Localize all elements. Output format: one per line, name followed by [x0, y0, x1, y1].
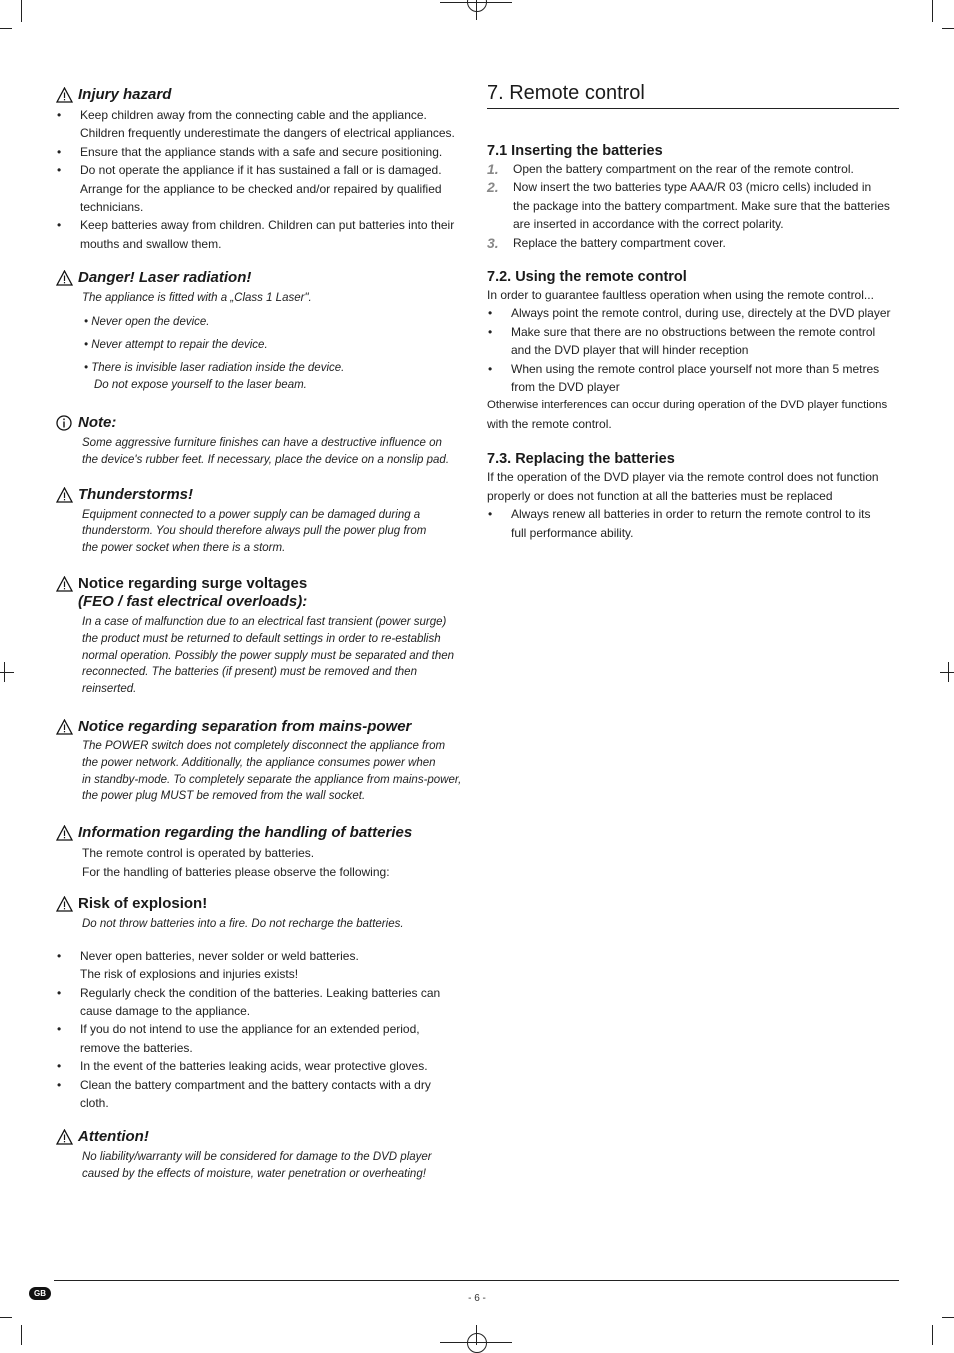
attention-heading: [56, 1128, 468, 1146]
surge-heading: [56, 575, 468, 611]
warning-triangle-icon: [56, 270, 73, 286]
attention-line: caused by the effects of moisture, water penetration or overheating!: [82, 1168, 426, 1181]
batteries-section: [56, 824, 468, 881]
list-item: [56, 1057, 468, 1075]
section-line: If the operation of the DVD player via the remote control does not function: [487, 470, 879, 485]
section-outro: Otherwise interferences can occur during operation of the DVD player functions: [487, 399, 888, 412]
list-item: [56, 106, 468, 143]
step-number: 2.: [487, 179, 499, 196]
step-number: 3.: [487, 234, 499, 251]
list-line: cloth.: [80, 1096, 109, 1111]
section-title: 7.3. Replacing the batteries: [487, 451, 675, 468]
explosion-list: [56, 947, 468, 1113]
list-line: • Keep children away from the connecting cable and the appliance.: [80, 108, 427, 122]
mains-title: Notice regarding separation from mains-power: [78, 718, 412, 736]
list-line: • Never open batteries, never solder or weld batteries.: [80, 948, 359, 963]
batteries-line: The remote control is operated by batteries.: [82, 846, 315, 861]
crop-mark: [21, 0, 22, 22]
step-item: [487, 160, 899, 178]
surge-line: reconnected. The batteries (if present) must be removed and then reinserted.: [82, 666, 417, 696]
list-line: • When using the remote control place yourself not more than 5 metres: [511, 361, 880, 376]
mains-line: The POWER switch does not completely disconnect the appliance from: [82, 740, 446, 753]
crop-mark: [0, 672, 14, 673]
registration-mark: [467, 0, 487, 12]
warning-triangle-icon: [56, 1129, 73, 1145]
list-item: [56, 947, 468, 984]
step-item: [487, 234, 899, 252]
right-column: [487, 82, 899, 542]
warning-triangle-icon: [56, 896, 73, 912]
language-badge: GB: [29, 1287, 51, 1300]
note-line: the device's rubber feet. If necessary, place the device on a nonslip pad.: [82, 453, 450, 466]
left-column: [56, 86, 468, 1183]
list-line: from the DVD player: [511, 380, 620, 395]
list-line: • Keep batteries away from children. Children can put batteries into their: [80, 218, 455, 233]
list-item: [487, 505, 899, 542]
list-line: full performance ability.: [511, 525, 634, 540]
injury-title: Injury hazard: [78, 86, 172, 103]
list-line: remove the batteries.: [80, 1040, 193, 1055]
footer-rule: [54, 1280, 899, 1281]
list-item: [56, 143, 468, 161]
section-intro: In order to guarantee faultless operation when using the remote control...: [487, 288, 874, 303]
explosion-section: [56, 895, 468, 1112]
section-title: 7.2. Using the remote control: [487, 269, 687, 286]
list-line: and the DVD player that will hinder reception: [511, 343, 749, 358]
step-line: Replace the battery compartment cover.: [513, 235, 726, 250]
crop-mark: [21, 1325, 22, 1345]
list-item: [56, 1076, 468, 1113]
list-line: • Regularly check the condition of the batteries. Leaking batteries can: [80, 985, 441, 1000]
section-outro: with the remote control.: [487, 416, 612, 431]
injury-heading: [56, 86, 468, 104]
list-line: • Always renew all batteries in order to return the remote control to its: [511, 507, 871, 522]
warning-triangle-icon: [56, 487, 73, 503]
batteries-line: For the handling of batteries please observe the following:: [82, 864, 390, 879]
note-title: Note:: [78, 414, 117, 432]
list-line: mouths and swallow them.: [80, 236, 222, 251]
crop-mark: [4, 662, 5, 682]
replace-list: [487, 505, 899, 542]
thunder-line: Equipment connected to a power supply can be damaged during a: [82, 508, 421, 521]
crop-mark: [0, 28, 12, 29]
list-item: [487, 360, 899, 397]
crop-mark: [940, 672, 954, 673]
laser-item-text: • There is invisible laser radiation inside the device.: [84, 362, 345, 375]
crop-mark: [942, 28, 954, 29]
thunder-line: the power socket when there is a storm.: [82, 542, 286, 555]
registration-mark: [467, 1333, 487, 1353]
list-line: • Ensure that the appliance stands with a safe and secure positioning.: [80, 144, 443, 159]
section-title: 7.1 Inserting the batteries: [487, 143, 663, 159]
step-line: Now insert the two batteries type AAA/R 03 (micro cells) included in: [513, 180, 872, 195]
laser-item: • Never open the device.: [84, 316, 210, 329]
note-heading: [56, 414, 468, 432]
mains-section: [56, 718, 468, 805]
page-number: - 6 -: [468, 1293, 486, 1304]
thunder-section: [56, 486, 468, 557]
crop-mark: [932, 1325, 933, 1345]
thunder-line: thunderstorm. You should therefore always pull the power plug from: [82, 525, 427, 538]
warning-triangle-icon: [56, 719, 73, 735]
surge-line: In a case of malfunction due to an electrical fast transient (power surge): [82, 616, 447, 629]
crop-mark: [948, 662, 949, 682]
batteries-title: Information regarding the handling of batteries: [78, 824, 413, 842]
section-7-1: [487, 142, 899, 252]
step-line: are inserted in accordance with the correct polarity.: [513, 217, 784, 232]
injury-list: [56, 106, 468, 253]
step-line: Open the battery compartment on the rear of the remote control.: [513, 162, 854, 176]
laser-item: • Never attempt to repair the device.: [84, 339, 268, 352]
note-section: [56, 414, 468, 469]
mains-line: the power network. Additionally, the appliance consumes power when: [82, 756, 436, 769]
injury-section: [56, 86, 468, 253]
laser-heading: [56, 269, 468, 287]
step-number: 1.: [487, 161, 499, 177]
attention-title: Attention!: [78, 1128, 149, 1146]
surge-section: [56, 575, 468, 698]
laser-item: [56, 360, 468, 394]
thunder-heading: [56, 486, 468, 504]
list-item: [487, 323, 899, 360]
list-line: Children frequently underestimate the dangers of electrical appliances.: [80, 126, 455, 141]
surge-subtitle: (FEO / fast electrical overloads):: [78, 593, 308, 611]
step-item: [487, 178, 899, 233]
explosion-title: Risk of explosion!: [78, 895, 208, 913]
crop-mark: [0, 1317, 12, 1318]
attention-line: No liability/warranty will be considered for damage to the DVD player: [82, 1151, 432, 1164]
list-item: [56, 1020, 468, 1057]
surge-title: Notice regarding surge voltages: [78, 575, 308, 593]
list-line: • Make sure that there are no obstructions between the remote control: [511, 324, 876, 339]
surge-line: normal operation. Possibly the power supply must be separated and then: [82, 649, 455, 662]
laser-title: Danger! Laser radiation!: [78, 269, 252, 287]
list-item: [56, 161, 468, 216]
list-line: • Always point the remote control, during use, directely at the DVD player: [511, 306, 891, 321]
warning-triangle-icon: [56, 87, 73, 103]
surge-line: the product must be returned to default settings in order to re-establish: [82, 632, 441, 645]
section-7-3: [487, 450, 899, 542]
mains-line: in standby-mode. To completely separate the appliance from mains-power,: [82, 773, 462, 786]
surge-heading-text: [78, 575, 307, 611]
section-line: properly or does not function at all the batteries must be replaced: [487, 488, 833, 503]
laser-item-cont: Do not expose yourself to the laser beam.: [94, 379, 307, 392]
list-item: [487, 304, 899, 322]
list-line: • Do not operate the appliance if it has sustained a fall or is damaged.: [80, 163, 442, 178]
mains-heading: [56, 718, 468, 736]
step-line: the package into the battery compartment. Make sure that the batteries: [513, 198, 890, 213]
list-line: • In the event of the batteries leaking acids, wear protective gloves.: [80, 1059, 428, 1074]
usage-list: [487, 304, 899, 396]
section-7-2: [487, 268, 899, 433]
explosion-intro: Do not throw batteries into a fire. Do not recharge the batteries.: [82, 918, 404, 931]
thunder-title: Thunderstorms!: [78, 485, 194, 503]
list-item: [56, 984, 468, 1021]
page-title: 7. Remote control: [487, 82, 899, 109]
batteries-heading: [56, 824, 468, 842]
list-line: The risk of explosions and injuries exists!: [80, 967, 299, 982]
note-line: Some aggressive furniture finishes can have a destructive influence on: [82, 437, 442, 450]
list-line: Arrange for the appliance to be checked and/or repaired by qualified: [80, 181, 442, 196]
steps-list: [487, 160, 899, 252]
explosion-heading: [56, 895, 468, 913]
list-line: • Clean the battery compartment and the battery contacts with a dry: [80, 1077, 431, 1092]
list-line: cause damage to the appliance.: [80, 1004, 251, 1019]
crop-mark: [932, 0, 933, 22]
mains-line: the power plug MUST be removed from the wall socket.: [82, 790, 366, 803]
list-line: • If you do not intend to use the appliance for an extended period,: [80, 1022, 420, 1037]
warning-triangle-icon: [56, 576, 73, 592]
info-icon: [56, 415, 73, 431]
warning-triangle-icon: [56, 825, 73, 841]
laser-section: [56, 269, 468, 394]
list-item: [56, 216, 468, 253]
list-line: technicians.: [80, 200, 144, 215]
attention-section: [56, 1128, 468, 1183]
crop-mark: [942, 1317, 954, 1318]
laser-intro: The appliance is fitted with a „Class 1 Laser".: [82, 292, 312, 305]
